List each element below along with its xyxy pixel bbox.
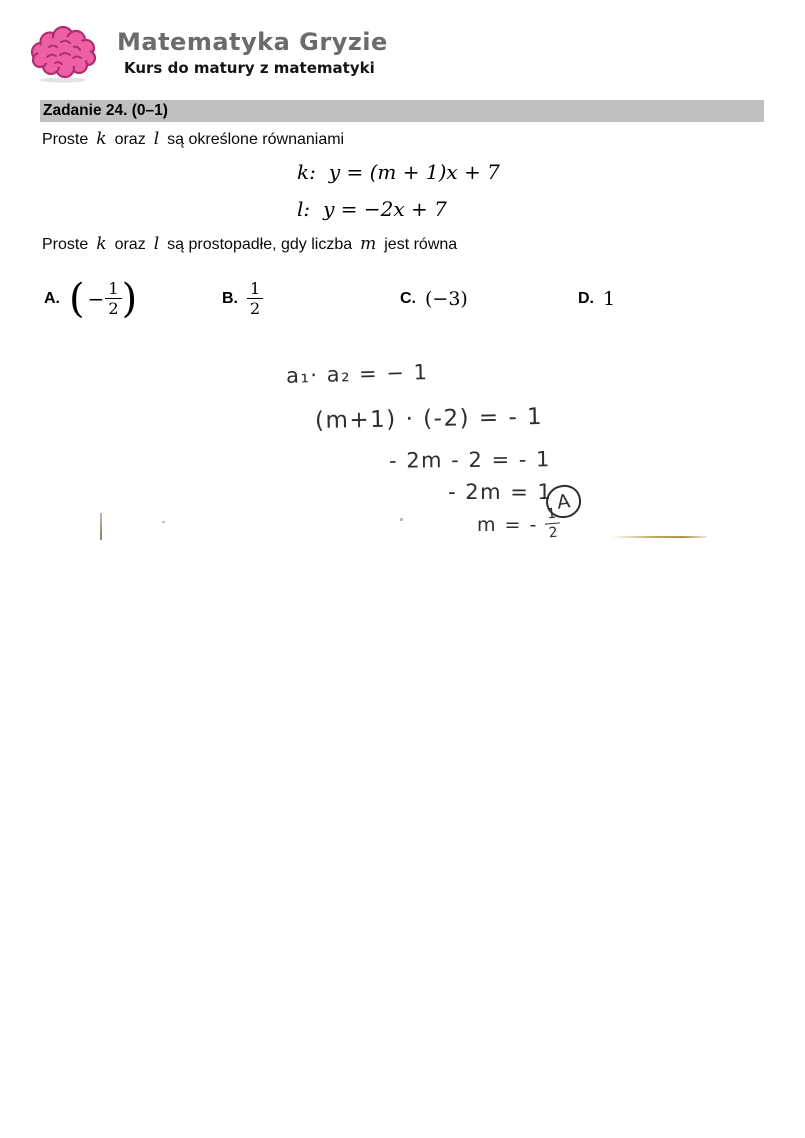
fraction-denominator: 2 — [250, 299, 261, 319]
var-m: m — [360, 234, 377, 254]
fraction — [247, 280, 263, 319]
fraction — [105, 280, 121, 319]
answer-option-b — [222, 274, 263, 324]
answer-d-label: D. — [578, 290, 594, 307]
question-post: są prostopadłe, gdy liczba — [167, 236, 353, 253]
minus-sign: − — [87, 286, 105, 311]
equation-k-body: y = (m + 1)x + 7 — [328, 160, 500, 184]
handwritten-line-1: a₁· a₂ = − 1 — [285, 360, 429, 388]
question-pre: Proste — [42, 236, 89, 253]
brand-text — [117, 24, 388, 77]
circled-answer: A — [544, 483, 583, 520]
fraction-numerator: 1 — [543, 506, 559, 525]
task-header-bar: Zadanie 24. (0–1) — [40, 100, 764, 122]
fraction-denominator: 2 — [108, 299, 119, 319]
fraction-numerator: 1 — [247, 280, 263, 300]
answer-d-value: 1 — [603, 288, 616, 310]
fraction-numerator: 1 — [105, 280, 121, 300]
scan-artifact-dot — [162, 521, 165, 523]
answer-option-c — [400, 274, 468, 324]
answer-option-d — [578, 274, 615, 324]
scan-artifact-horizontal-line — [613, 536, 707, 538]
answer-c-value: (−3) — [425, 288, 468, 310]
equation-k — [297, 160, 500, 184]
intro-pre: Proste — [42, 131, 89, 148]
scan-artifact-vertical-line — [100, 513, 102, 540]
equation-k-label: k: — [297, 160, 316, 184]
handwritten-line-4: - 2m = 1 — [448, 480, 553, 504]
handwritten-line-3: - 2m - 2 = - 1 — [388, 447, 552, 473]
equation-l — [297, 197, 500, 221]
answer-b-value — [247, 280, 263, 319]
equation-l-label: l: — [297, 197, 311, 221]
answer-b-label: B. — [222, 290, 238, 307]
brand-header — [25, 24, 388, 84]
answer-option-a — [44, 274, 137, 324]
handwritten-line-5 — [477, 507, 560, 542]
question-end: jest równa — [384, 236, 458, 253]
fraction-denominator: 2 — [547, 524, 559, 542]
var-l: l — [153, 129, 160, 149]
equations-block — [297, 160, 500, 234]
handwritten-final-lhs: m = - — [477, 513, 538, 536]
open-paren: ( — [69, 275, 85, 322]
answer-options-row — [0, 274, 805, 326]
intro-post: są określone równaniami — [167, 131, 345, 148]
intro-paragraph — [42, 129, 344, 149]
answer-c-label: C. — [400, 290, 416, 307]
question-mid: oraz — [114, 236, 146, 253]
var-l: l — [153, 234, 160, 254]
handwritten-line-2: (m+1) · (-2) = - 1 — [314, 404, 544, 434]
equation-l-body: y = −2x + 7 — [323, 197, 447, 221]
question-paragraph — [42, 234, 457, 254]
answer-a-value — [69, 275, 138, 322]
scan-artifact-dot — [400, 518, 403, 521]
var-k: k — [96, 129, 107, 149]
close-paren: ) — [121, 275, 138, 322]
brand-subtitle: Kurs do matury z matematyki — [124, 59, 375, 77]
answer-a-label: A. — [44, 290, 60, 307]
brain-icon — [25, 24, 105, 84]
intro-mid: oraz — [114, 131, 146, 148]
var-k: k — [96, 234, 107, 254]
brand-title: Matematyka Gryzie — [117, 28, 388, 56]
